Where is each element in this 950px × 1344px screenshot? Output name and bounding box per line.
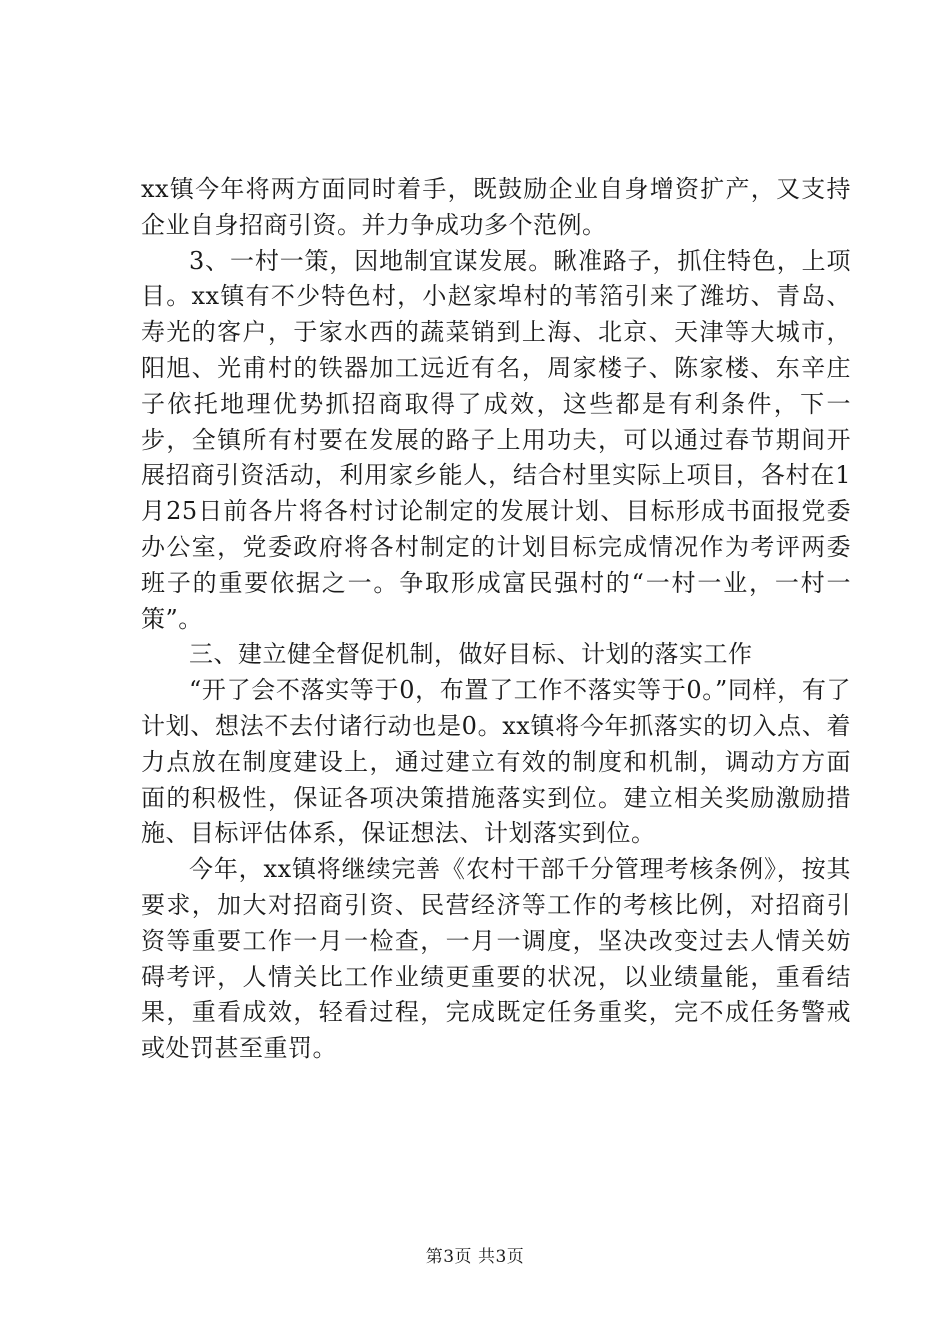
paragraph-one-village-one-policy: 3、一村一策，因地制宜谋发展。瞅准路子，抓住特色，上项目。xx镇有不少特色村，小赵家埠村的苇箔引来了潍坊、青岛、寿光的客户，于家水西的蔬菜销到上海、北京、天津等大城市，阳旭、光甫村的铁器加工远近有名，周家楼子、陈家楼、东辛庄子依托地理优势抓招商取得了成效，这些都是有利条件，下一步，全镇所有村要在发展的路子上用功夫，可以通过春节期间开展招商引资活动，利用家乡能人，结合村里实际上项目，各村在1月25日前各片将各村讨论制定的发展计划、目标形成书面报党委办公室，党委政府将各村制定的计划目标完成情况作为考评两委班子的重要依据之一。争取形成富民强村的“一村一业，一村一策”。	[141, 246, 851, 633]
page-number-footer: 第3页 共3页	[425, 1247, 525, 1267]
section-heading-supervision: 三、建立健全督促机制，做好目标、计划的落实工作	[189, 640, 753, 669]
paragraph-implementation: “开了会不落实等于0，布置了工作不落实等于0。”同样，有了计划、想法不去付诸行动也是0。xx镇将今年抓落实的切入点、着力点放在制度建设上，通过建立有效的制度和机制，调动方方面面的积极性，保证各项决策措施落实到位。建立相关奖励激励措施、目标评估体系，保证想法、计划落实到位。	[141, 676, 851, 848]
paragraph-assessment-regulations: 今年，xx镇将继续完善《农村干部千分管理考核条例》，按其要求，加大对招商引资、民营经济等工作的考核比例，对招商引资等重要工作一月一检查，一月一调度，坚决改变过去人情关妨碍考评，人情关比工作业绩更重要的状况，以业绩量能，重看结果，重看成效，轻看过程，完成既定任务重奖，完不成任务警戒或处罚甚至重罚。	[141, 855, 851, 1063]
document-body	[141, 172, 851, 1067]
paragraph-investment-examples: xx镇今年将两方面同时着手，既鼓励企业自身增资扩产，又支持企业自身招商引资。并力争成功多个范例。	[141, 175, 851, 239]
